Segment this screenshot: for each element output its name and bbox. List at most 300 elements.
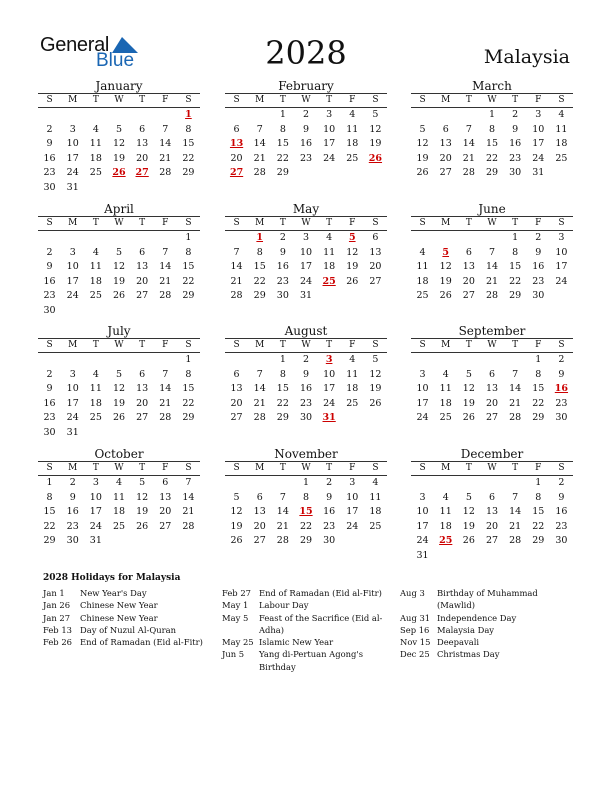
weekday-label: W xyxy=(487,95,497,105)
country-name: Malaysia xyxy=(483,46,570,68)
day: 11 xyxy=(416,261,429,273)
day: 17 xyxy=(555,261,568,273)
day: 21 xyxy=(485,275,499,287)
day: 15 xyxy=(43,506,56,518)
day: 8 xyxy=(256,246,263,258)
day: 19 xyxy=(230,520,243,532)
day: 13 xyxy=(439,138,452,150)
weekday-label: T xyxy=(92,95,99,105)
day: 24 xyxy=(66,412,79,424)
day: 13 xyxy=(462,261,475,273)
holiday-date: Jan 27 xyxy=(43,612,71,623)
month-title: February xyxy=(278,79,334,93)
day: 30 xyxy=(555,535,568,547)
day: 15 xyxy=(182,138,195,150)
day: 4 xyxy=(326,232,333,243)
day: 4 xyxy=(442,491,449,503)
day: 10 xyxy=(346,491,359,503)
day: 8 xyxy=(535,368,542,380)
holiday-date: Dec 25 xyxy=(400,649,430,660)
empty-cell xyxy=(61,108,84,123)
day: 15 xyxy=(182,261,195,273)
weekday-label: T xyxy=(512,463,519,473)
day: 20 xyxy=(439,152,452,164)
weekday-label: W xyxy=(487,218,497,228)
holiday-name: Yang di-Pertuan Agong's Birthday xyxy=(259,649,363,672)
holiday-row xyxy=(400,648,570,660)
day: 18 xyxy=(369,506,382,518)
holiday-row xyxy=(400,612,570,624)
day: 12 xyxy=(416,138,429,150)
empty-cell xyxy=(38,108,61,123)
empty-cell xyxy=(131,231,154,246)
day: 12 xyxy=(462,506,475,518)
day: 26 xyxy=(230,535,243,547)
weekday-label: T xyxy=(279,95,286,105)
day: 13 xyxy=(136,138,149,150)
day: 24 xyxy=(532,152,545,164)
empty-cell xyxy=(225,108,248,123)
weekday-label: M xyxy=(68,340,78,350)
holiday-name: Feast of the Sacrifice (Eid al- xyxy=(259,612,383,623)
day: 17 xyxy=(299,261,313,273)
day: 18 xyxy=(112,506,126,518)
weekday-label: S xyxy=(233,340,240,350)
day: 7 xyxy=(488,246,496,258)
month-title: September xyxy=(458,324,526,338)
empty-cell xyxy=(154,231,177,246)
holiday-name: Malaysia Day xyxy=(437,624,495,635)
day: 14 xyxy=(276,506,289,518)
day: 9 xyxy=(302,368,310,380)
day: 27 xyxy=(485,412,499,424)
day: 10 xyxy=(323,368,336,380)
day: 5 xyxy=(115,123,123,135)
day: 2 xyxy=(535,232,542,243)
day: 21 xyxy=(159,152,172,164)
day: 26 xyxy=(439,290,452,302)
day: 9 xyxy=(46,383,53,395)
day: 28 xyxy=(509,412,522,424)
day: 16 xyxy=(299,383,313,395)
day: 22 xyxy=(182,152,195,164)
day: 15 xyxy=(509,261,522,273)
day: 7 xyxy=(256,123,263,135)
day: 25 xyxy=(346,152,359,164)
empty-cell xyxy=(225,231,248,246)
day: 7 xyxy=(512,368,519,380)
day: 5 xyxy=(115,246,123,258)
day: 10 xyxy=(416,506,429,518)
day: 19 xyxy=(346,261,359,273)
holiday-day: 5 xyxy=(442,246,450,258)
day: 21 xyxy=(159,397,172,409)
day: 12 xyxy=(369,368,382,380)
day: 5 xyxy=(115,368,123,380)
day: 2 xyxy=(46,368,53,380)
day: 15 xyxy=(276,383,289,395)
weekday-label: T xyxy=(465,340,472,350)
holiday-day: 27 xyxy=(229,167,244,179)
day: 23 xyxy=(555,397,568,409)
day: 9 xyxy=(558,491,565,503)
day: 30 xyxy=(532,290,545,302)
day: 17 xyxy=(323,383,336,395)
day: 1 xyxy=(46,477,53,488)
holiday-name: Independence Day xyxy=(437,612,517,623)
logo-word-general: General xyxy=(40,34,110,56)
day: 10 xyxy=(89,491,102,503)
day: 25 xyxy=(439,412,452,424)
day-grid xyxy=(411,476,573,564)
day: 21 xyxy=(509,397,522,409)
weekday-header xyxy=(38,216,200,231)
month-title: June xyxy=(478,202,506,216)
day: 16 xyxy=(323,506,336,518)
weekday-label: T xyxy=(279,340,286,350)
empty-cell xyxy=(38,353,61,368)
day: 23 xyxy=(43,167,56,179)
day: 19 xyxy=(112,275,126,287)
holiday-date: Jan 1 xyxy=(43,588,65,598)
holiday-name: Deepavali xyxy=(437,637,480,648)
weekday-header xyxy=(38,93,200,108)
weekday-label: T xyxy=(92,218,99,228)
day: 17 xyxy=(66,275,79,287)
day: 13 xyxy=(253,506,266,518)
month-may xyxy=(225,202,387,304)
holiday-day: 16 xyxy=(554,383,569,395)
day: 29 xyxy=(182,290,195,302)
weekday-label: S xyxy=(372,463,379,473)
day: 23 xyxy=(43,290,56,302)
holiday-date: Feb 26 xyxy=(43,637,72,648)
day: 25 xyxy=(369,520,382,532)
empty-cell xyxy=(411,231,434,246)
day: 16 xyxy=(66,506,79,518)
weekday-label: W xyxy=(487,463,497,473)
holiday-day: 15 xyxy=(299,506,313,518)
day: 5 xyxy=(465,491,472,503)
day: 24 xyxy=(416,535,429,547)
holiday-name: Chinese New Year xyxy=(80,612,158,623)
day: 7 xyxy=(256,368,263,380)
day: 2 xyxy=(512,109,519,120)
day: 13 xyxy=(369,246,382,258)
holiday-day: 1 xyxy=(185,109,192,120)
day: 1 xyxy=(185,232,192,243)
empty-cell xyxy=(411,108,434,123)
day: 4 xyxy=(372,477,379,488)
day: 11 xyxy=(323,246,336,258)
weekday-label: W xyxy=(114,340,124,350)
empty-cell xyxy=(107,108,130,123)
empty-cell xyxy=(154,353,177,368)
day-grid xyxy=(411,231,573,304)
day: 12 xyxy=(230,506,243,518)
holiday-date: Feb 13 xyxy=(43,624,72,635)
holiday-column xyxy=(43,587,215,648)
weekday-label: S xyxy=(185,95,192,105)
day: 10 xyxy=(323,123,336,135)
holiday-day: 25 xyxy=(322,275,336,287)
day: 23 xyxy=(299,397,313,409)
day: 29 xyxy=(485,167,499,179)
weekday-label: T xyxy=(512,218,519,228)
weekday-label: T xyxy=(92,463,99,473)
holiday-day: 3 xyxy=(325,354,333,365)
day: 29 xyxy=(182,412,195,424)
day: 25 xyxy=(89,412,102,424)
day: 31 xyxy=(66,426,79,438)
day: 7 xyxy=(279,491,286,503)
day: 16 xyxy=(299,138,313,150)
holiday-row xyxy=(43,636,215,648)
day: 10 xyxy=(555,246,568,258)
day: 15 xyxy=(182,383,195,395)
day: 2 xyxy=(302,109,310,120)
holiday-name: Adha) xyxy=(259,624,285,635)
day: 20 xyxy=(462,275,475,287)
day: 12 xyxy=(462,383,475,395)
day: 27 xyxy=(253,535,266,547)
day: 19 xyxy=(112,152,126,164)
day: 20 xyxy=(485,397,499,409)
day: 13 xyxy=(230,383,243,395)
day: 18 xyxy=(555,138,568,150)
day: 7 xyxy=(233,246,240,258)
day: 4 xyxy=(349,354,356,365)
day: 3 xyxy=(419,368,426,380)
day: 23 xyxy=(323,520,336,532)
day: 6 xyxy=(162,477,169,488)
empty-cell xyxy=(248,108,271,123)
weekday-label: T xyxy=(139,340,146,350)
weekday-label: W xyxy=(114,218,124,228)
weekday-label: W xyxy=(301,95,311,105)
empty-cell xyxy=(107,353,130,368)
day: 24 xyxy=(323,397,336,409)
day: 16 xyxy=(43,152,56,164)
weekday-label: T xyxy=(465,463,472,473)
day: 22 xyxy=(182,275,195,287)
day: 28 xyxy=(509,535,522,547)
day: 21 xyxy=(253,397,266,409)
weekday-label: M xyxy=(255,340,265,350)
day: 31 xyxy=(299,290,313,302)
day: 4 xyxy=(92,368,99,380)
weekday-label: W xyxy=(301,340,311,350)
day: 12 xyxy=(346,246,359,258)
empty-cell xyxy=(84,108,107,123)
day: 20 xyxy=(230,152,243,164)
day: 7 xyxy=(465,123,472,135)
day: 20 xyxy=(253,520,266,532)
empty-cell xyxy=(248,476,271,491)
day: 5 xyxy=(233,491,240,503)
day: 21 xyxy=(182,506,195,518)
empty-cell xyxy=(411,353,434,368)
day: 3 xyxy=(419,491,426,503)
holiday-row xyxy=(400,636,570,648)
weekday-label: S xyxy=(558,218,565,228)
day: 3 xyxy=(558,232,565,243)
day: 9 xyxy=(535,246,542,258)
holiday-date: Sep 16 xyxy=(400,624,430,635)
day: 30 xyxy=(66,535,79,547)
day: 6 xyxy=(139,368,146,380)
empty-cell xyxy=(131,108,154,123)
weekday-label: S xyxy=(233,95,240,105)
day: 2 xyxy=(279,232,286,243)
holiday-row xyxy=(43,624,215,636)
holiday-row xyxy=(222,636,394,648)
day: 22 xyxy=(485,152,499,164)
holiday-day: 27 xyxy=(135,167,149,179)
weekday-label: F xyxy=(162,95,169,105)
day: 12 xyxy=(112,383,126,395)
day: 11 xyxy=(89,138,102,150)
day: 12 xyxy=(112,138,126,150)
day: 10 xyxy=(66,138,79,150)
day: 15 xyxy=(485,138,499,150)
day: 3 xyxy=(302,232,310,243)
month-february xyxy=(225,79,387,181)
day: 26 xyxy=(369,397,382,409)
empty-cell xyxy=(457,108,480,123)
day: 6 xyxy=(233,123,240,135)
day: 31 xyxy=(66,181,79,193)
day: 19 xyxy=(136,506,149,518)
day: 3 xyxy=(69,123,76,135)
day: 30 xyxy=(323,535,336,547)
month-december xyxy=(411,447,573,564)
day: 24 xyxy=(89,520,102,532)
holiday-date: Jan 26 xyxy=(43,600,71,611)
day: 3 xyxy=(69,246,76,258)
empty-cell xyxy=(154,108,177,123)
day: 13 xyxy=(159,491,172,503)
holiday-date: May 25 xyxy=(222,637,254,648)
logo-word-blue: Blue xyxy=(96,50,135,71)
empty-cell xyxy=(504,476,527,491)
holiday-row xyxy=(222,599,394,611)
day: 23 xyxy=(532,275,545,287)
day: 6 xyxy=(488,491,496,503)
weekday-label: S xyxy=(46,340,53,350)
day: 1 xyxy=(279,109,286,120)
weekday-label: S xyxy=(233,463,240,473)
month-title: May xyxy=(292,202,320,216)
day: 10 xyxy=(66,383,79,395)
month-title: July xyxy=(107,324,131,338)
holiday-date: Aug 3 xyxy=(400,588,425,598)
day: 12 xyxy=(369,123,382,135)
day: 19 xyxy=(112,397,126,409)
day: 1 xyxy=(302,477,310,488)
day: 13 xyxy=(136,261,149,273)
holiday-row xyxy=(222,624,394,636)
day: 11 xyxy=(89,383,102,395)
day: 17 xyxy=(89,506,102,518)
day: 22 xyxy=(532,397,545,409)
holiday-day: 5 xyxy=(348,232,356,243)
weekday-label: S xyxy=(372,340,379,350)
holiday-date: Aug 31 xyxy=(400,612,431,623)
holiday-name: Chinese New Year xyxy=(80,600,158,611)
day: 9 xyxy=(558,368,565,380)
day: 22 xyxy=(532,520,545,532)
day: 22 xyxy=(299,520,313,532)
day: 27 xyxy=(136,290,149,302)
weekday-label: W xyxy=(301,218,311,228)
day: 17 xyxy=(346,506,359,518)
holiday-name: Islamic New Year xyxy=(259,637,334,648)
day: 6 xyxy=(372,232,379,243)
day: 21 xyxy=(462,152,475,164)
day: 1 xyxy=(488,109,496,120)
day: 8 xyxy=(488,123,496,135)
month-january xyxy=(38,79,200,196)
day: 21 xyxy=(253,152,266,164)
day: 14 xyxy=(159,383,172,395)
day: 26 xyxy=(346,275,359,287)
day-grid xyxy=(225,353,387,426)
weekday-header xyxy=(411,216,573,231)
month-april xyxy=(38,202,200,319)
weekday-label: S xyxy=(46,463,53,473)
empty-cell xyxy=(434,108,457,123)
day: 22 xyxy=(276,397,289,409)
day: 7 xyxy=(162,123,169,135)
day: 5 xyxy=(372,354,379,365)
day: 6 xyxy=(233,368,240,380)
day: 28 xyxy=(230,290,243,302)
weekday-label: F xyxy=(349,340,356,350)
empty-cell xyxy=(457,231,480,246)
day: 22 xyxy=(43,520,56,532)
day: 2 xyxy=(326,477,333,488)
holiday-name: End of Ramadan (Eid al-Fitr) xyxy=(259,588,382,598)
day: 15 xyxy=(532,383,545,395)
weekday-label: M xyxy=(441,95,451,105)
weekday-label: T xyxy=(326,340,333,350)
day: 15 xyxy=(532,506,545,518)
holiday-date: May 5 xyxy=(222,612,249,623)
day: 27 xyxy=(136,412,149,424)
day: 6 xyxy=(488,368,496,380)
day: 24 xyxy=(346,520,359,532)
weekday-label: F xyxy=(535,340,542,350)
day: 8 xyxy=(279,368,286,380)
holiday-day: 1 xyxy=(256,232,264,243)
day: 18 xyxy=(439,520,452,532)
empty-cell xyxy=(434,353,457,368)
day: 30 xyxy=(43,426,56,438)
empty-cell xyxy=(84,231,107,246)
day: 13 xyxy=(136,383,149,395)
holiday-name: Day of Nuzul Al-Quran xyxy=(80,624,176,635)
day: 14 xyxy=(230,261,243,273)
day: 23 xyxy=(66,520,79,532)
weekday-label: T xyxy=(139,95,146,105)
day: 24 xyxy=(299,275,313,287)
day: 11 xyxy=(439,506,452,518)
weekday-label: T xyxy=(139,463,146,473)
empty-cell xyxy=(225,476,248,491)
day: 27 xyxy=(159,520,172,532)
day: 20 xyxy=(369,261,382,273)
